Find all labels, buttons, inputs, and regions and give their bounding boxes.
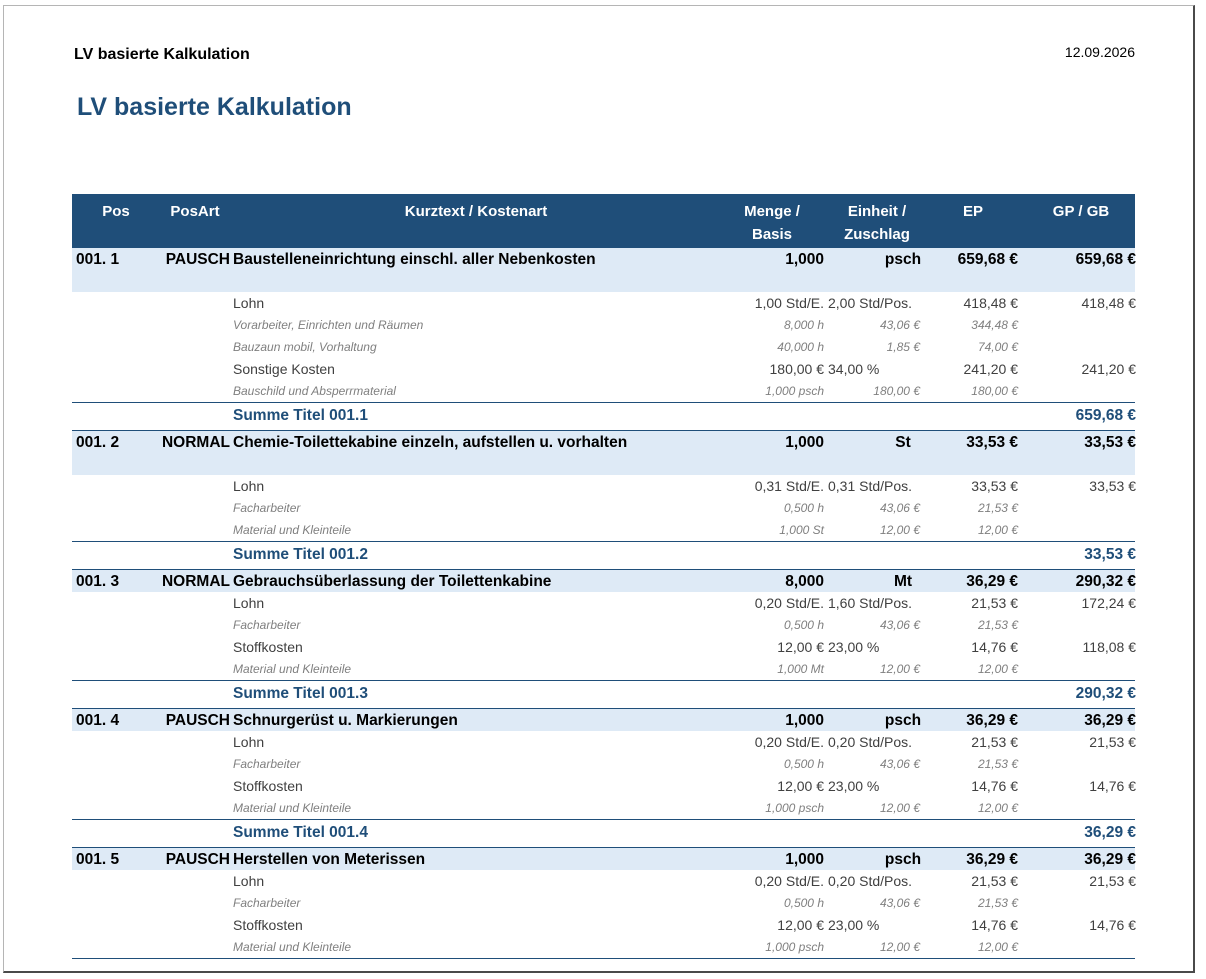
cost-type-row: [72, 358, 1135, 380]
position-row: [72, 847, 1135, 870]
summe-titel-row: [72, 541, 1135, 569]
detail-menge: 1,000 St: [779, 523, 824, 537]
position-kurztext: Baustelleneinrichtung einschl. aller Nebenkosten: [233, 251, 596, 268]
cost-detail-row: [72, 380, 1135, 402]
summe-titel-label: Summe Titel 001.1: [233, 407, 368, 424]
cost-detail-row: [72, 892, 1135, 914]
cost-detail-label: Bauzaun mobil, Vorhaltung: [233, 340, 377, 354]
detail-ep: 33,53 €: [971, 478, 1018, 494]
detail-menge: 1,00 Std/E.: [754, 295, 824, 311]
cost-type-label: Lohn: [233, 873, 265, 889]
summe-titel-row: [72, 680, 1135, 708]
cost-detail-label: Material und Kleinteile: [233, 523, 352, 537]
detail-menge: 0,500 h: [783, 757, 824, 771]
detail-gp: 21,53 €: [1089, 873, 1136, 889]
detail-einheit: 0,20 Std/Pos.: [828, 873, 913, 889]
detail-gp: 33,53 €: [1089, 478, 1136, 494]
detail-ep: 12,00 €: [977, 523, 1018, 537]
detail-menge: 1,000 psch: [765, 801, 824, 815]
position-kurztext: Gebrauchsüberlassung der Toilettenkabine: [233, 573, 552, 590]
cost-type-row: [72, 592, 1135, 614]
detail-ep: 74,00 €: [977, 340, 1018, 354]
position-gp: 290,32 €: [1075, 573, 1136, 590]
position-row: [72, 248, 1135, 292]
cost-type-row: [72, 731, 1135, 753]
col-header-posart: PosArt: [170, 203, 220, 220]
detail-einheit: 23,00 %: [828, 639, 880, 655]
detail-gp: 418,48 €: [1081, 295, 1136, 311]
cost-type-label: Lohn: [233, 478, 265, 494]
detail-ep: 12,00 €: [977, 940, 1018, 954]
col-header-menge-line2: Basis: [751, 226, 793, 243]
position-gp: 33,53 €: [1084, 434, 1136, 451]
detail-menge: 1,000 Mt: [777, 662, 824, 676]
detail-ep: 21,53 €: [977, 896, 1018, 910]
detail-menge: 0,500 h: [783, 896, 824, 910]
position-einheit: psch: [884, 251, 922, 268]
detail-gp: 172,24 €: [1081, 595, 1136, 611]
position-ep: 36,29 €: [966, 712, 1018, 729]
position-row: [72, 430, 1135, 475]
col-header-kurztext: Kurztext / Kostenart: [404, 203, 548, 220]
detail-ep: 21,53 €: [971, 734, 1018, 750]
position-einheit: Mt: [893, 573, 913, 590]
document-header-title: LV basierte Kalkulation: [74, 46, 250, 63]
position-einheit: St: [895, 434, 911, 451]
cost-detail-row: [72, 497, 1135, 519]
cost-detail-label: Facharbeiter: [233, 618, 301, 632]
table-body: [72, 248, 1135, 959]
summe-titel-label: Summe Titel 001.3: [233, 685, 368, 702]
cost-type-row: [72, 870, 1135, 892]
detail-gp: 21,53 €: [1089, 734, 1136, 750]
summe-titel-label: Summe Titel 001.4: [233, 824, 368, 841]
detail-ep: 418,48 €: [963, 295, 1018, 311]
detail-einheit: 43,06 €: [879, 618, 920, 632]
cost-type-label: Lohn: [233, 295, 265, 311]
detail-ep: 241,20 €: [963, 361, 1018, 377]
col-header-pos: Pos: [102, 203, 130, 220]
position-menge: 1,000: [785, 851, 824, 868]
cost-type-label: Lohn: [233, 595, 265, 611]
summe-titel-value: 290,32 €: [1075, 685, 1136, 702]
detail-ep: 21,53 €: [977, 501, 1018, 515]
cost-detail-row: [72, 314, 1135, 336]
position-type: PAUSCH: [165, 851, 230, 868]
position-row: [72, 708, 1135, 731]
position-gp: 36,29 €: [1084, 851, 1136, 868]
detail-einheit: 12,00 €: [879, 662, 920, 676]
detail-menge: 1,000 psch: [765, 384, 824, 398]
summe-titel-value: 36,29 €: [1084, 824, 1136, 841]
cost-detail-row: [72, 753, 1135, 775]
cost-detail-label: Material und Kleinteile: [233, 801, 352, 815]
cost-detail-row: [72, 658, 1135, 680]
detail-einheit: 43,06 €: [879, 757, 920, 771]
detail-einheit: 12,00 €: [879, 523, 920, 537]
detail-einheit: 180,00 €: [873, 384, 920, 398]
detail-gp: 241,20 €: [1081, 361, 1136, 377]
detail-menge: 12,00 €: [777, 778, 824, 794]
position-einheit: psch: [884, 851, 922, 868]
cost-detail-label: Material und Kleinteile: [233, 940, 352, 954]
detail-menge: 180,00 €: [769, 361, 824, 377]
detail-ep: 12,00 €: [977, 662, 1018, 676]
cost-type-label: Stoffkosten: [233, 778, 303, 794]
position-menge: 1,000: [785, 434, 824, 451]
position-menge: 1,000: [785, 251, 824, 268]
position-kurztext: Herstellen von Meterissen: [233, 851, 426, 868]
position-type: NORMAL: [161, 573, 230, 590]
detail-menge: 1,000 psch: [765, 940, 824, 954]
detail-menge: 0,20 Std/E.: [754, 734, 824, 750]
cost-type-row: [72, 475, 1135, 497]
detail-einheit: 43,06 €: [879, 501, 920, 515]
cost-type-label: Stoffkosten: [233, 639, 303, 655]
cost-detail-label: Facharbeiter: [233, 896, 301, 910]
col-header-ep: EP: [962, 203, 983, 220]
cost-detail-label: Bauschild und Absperrmaterial: [233, 384, 396, 398]
summe-titel-row: [72, 402, 1135, 430]
cost-detail-row: [72, 614, 1135, 636]
detail-gp: 14,76 €: [1089, 917, 1136, 933]
position-number: 001. 5: [76, 851, 120, 868]
detail-einheit: 1,85 €: [886, 340, 920, 354]
col-header-einheit-line2: Zuschlag: [844, 226, 910, 243]
detail-einheit: 23,00 %: [828, 778, 880, 794]
position-kurztext: Chemie-Toilettekabine einzeln, aufstellen u. vorhalten: [233, 434, 628, 451]
cost-detail-row: [72, 336, 1135, 358]
detail-ep: 14,76 €: [971, 639, 1018, 655]
detail-menge: 0,500 h: [783, 501, 824, 515]
detail-gp: 14,76 €: [1089, 778, 1136, 794]
detail-menge: 0,20 Std/E.: [754, 873, 824, 889]
table-header: [72, 194, 1135, 248]
detail-menge: 40,000 h: [777, 340, 824, 354]
cost-detail-row: [72, 936, 1135, 958]
col-header-einheit: [827, 200, 927, 246]
detail-einheit: 43,06 €: [879, 896, 920, 910]
cost-type-label: Sonstige Kosten: [233, 361, 335, 377]
detail-menge: 12,00 €: [777, 917, 824, 933]
cost-detail-label: Vorarbeiter, Einrichten und Räumen: [233, 318, 424, 332]
table-end-line: [72, 958, 1135, 959]
position-number: 001. 3: [76, 573, 120, 590]
detail-menge: 0,500 h: [783, 618, 824, 632]
position-gp: 659,68 €: [1075, 251, 1136, 268]
col-header-menge: [722, 200, 822, 246]
page-title: LV basierte Kalkulation: [77, 93, 352, 121]
cost-detail-label: Facharbeiter: [233, 501, 301, 515]
detail-einheit: 2,00 Std/Pos.: [828, 295, 913, 311]
position-menge: 1,000: [785, 712, 824, 729]
detail-ep: 21,53 €: [977, 757, 1018, 771]
detail-menge: 0,20 Std/E.: [754, 595, 824, 611]
position-einheit: psch: [884, 712, 922, 729]
cost-type-label: Stoffkosten: [233, 917, 303, 933]
detail-einheit: 34,00 %: [828, 361, 880, 377]
detail-einheit: 0,31 Std/Pos.: [828, 478, 913, 494]
position-type: PAUSCH: [165, 712, 230, 729]
position-gp: 36,29 €: [1084, 712, 1136, 729]
calculation-table: [72, 194, 1135, 959]
detail-einheit: 0,20 Std/Pos.: [828, 734, 913, 750]
position-number: 001. 2: [76, 434, 120, 451]
cost-type-label: Lohn: [233, 734, 265, 750]
cost-type-row: [72, 636, 1135, 658]
cost-detail-label: Material und Kleinteile: [233, 662, 352, 676]
detail-ep: 21,53 €: [977, 618, 1018, 632]
summe-titel-value: 33,53 €: [1084, 546, 1136, 563]
detail-einheit: 12,00 €: [879, 940, 920, 954]
detail-ep: 344,48 €: [971, 318, 1018, 332]
col-header-einheit-line1: Einheit /: [847, 203, 907, 220]
detail-menge: 12,00 €: [777, 639, 824, 655]
position-ep: 36,29 €: [966, 851, 1018, 868]
position-type: NORMAL: [161, 434, 230, 451]
position-number: 001. 1: [76, 251, 120, 268]
detail-ep: 21,53 €: [971, 595, 1018, 611]
detail-ep: 14,76 €: [971, 778, 1018, 794]
cost-detail-row: [72, 519, 1135, 541]
summe-titel-value: 659,68 €: [1075, 407, 1136, 424]
detail-einheit: 23,00 %: [828, 917, 880, 933]
cost-type-row: [72, 914, 1135, 936]
document-page: [3, 5, 1195, 973]
detail-gp: 118,08 €: [1082, 639, 1136, 655]
position-ep: 36,29 €: [966, 573, 1018, 590]
cost-type-row: [72, 292, 1135, 314]
cost-detail-row: [72, 797, 1135, 819]
detail-einheit: 12,00 €: [879, 801, 920, 815]
summe-titel-label: Summe Titel 001.2: [233, 546, 368, 563]
detail-einheit: 1,60 Std/Pos.: [828, 595, 913, 611]
detail-ep: 14,76 €: [971, 917, 1018, 933]
col-header-gp: GP / GB: [1052, 203, 1110, 220]
detail-menge: 8,000 h: [783, 318, 824, 332]
cost-detail-label: Facharbeiter: [233, 757, 301, 771]
cost-type-row: [72, 775, 1135, 797]
detail-menge: 0,31 Std/E.: [754, 478, 824, 494]
detail-ep: 12,00 €: [977, 801, 1018, 815]
document-date: 12.09.2026: [1064, 44, 1135, 60]
position-number: 001. 4: [76, 712, 120, 729]
position-ep: 33,53 €: [966, 434, 1018, 451]
position-type: PAUSCH: [165, 251, 230, 268]
position-row: [72, 569, 1135, 592]
detail-ep: 180,00 €: [971, 384, 1018, 398]
detail-einheit: 43,06 €: [879, 318, 920, 332]
detail-ep: 21,53 €: [971, 873, 1018, 889]
col-header-menge-line1: Menge /: [744, 203, 800, 220]
position-menge: 8,000: [785, 573, 824, 590]
position-kurztext: Schnurgerüst u. Markierungen: [233, 712, 458, 729]
summe-titel-row: [72, 819, 1135, 847]
position-ep: 659,68 €: [957, 251, 1018, 268]
